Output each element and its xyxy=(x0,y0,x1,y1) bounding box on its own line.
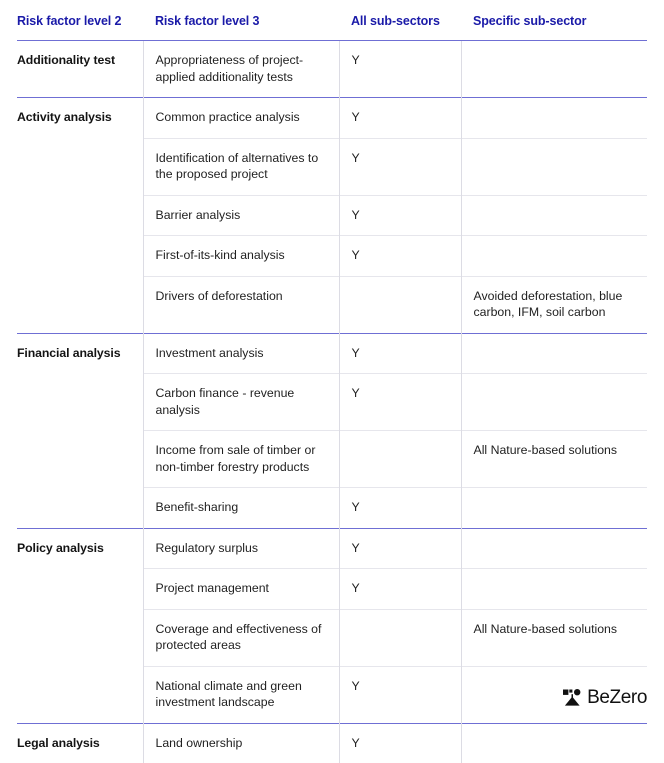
risk-factor-level-2-cell: Financial analysis xyxy=(17,333,143,528)
bezero-logo-icon xyxy=(563,689,582,706)
risk-factor-level-3-cell: Project management xyxy=(143,569,339,610)
specific-sub-sector-cell xyxy=(461,138,647,195)
specific-sub-sector-cell xyxy=(461,528,647,569)
risk-factor-level-3-cell: Carbon finance - revenue analysis xyxy=(143,374,339,431)
table-row xyxy=(17,723,647,763)
specific-sub-sector-cell xyxy=(461,333,647,374)
all-sub-sectors-cell: Y xyxy=(339,98,461,139)
risk-factor-level-3-cell: Investment analysis xyxy=(143,333,339,374)
specific-sub-sector-cell xyxy=(461,374,647,431)
all-sub-sectors-cell: Y xyxy=(339,666,461,723)
bezero-logo xyxy=(563,688,647,707)
column-header-risk-factor-level-3: Risk factor level 3 xyxy=(143,0,339,41)
table-header xyxy=(17,0,647,41)
bezero-wordmark: BeZero xyxy=(587,688,647,707)
risk-factor-level-2-cell: Legal analysis xyxy=(17,723,143,763)
risk-factor-level-3-cell: Drivers of deforestation xyxy=(143,276,339,333)
risk-factor-level-3-cell: Barrier analysis xyxy=(143,195,339,236)
all-sub-sectors-cell: Y xyxy=(339,374,461,431)
specific-sub-sector-cell xyxy=(461,569,647,610)
all-sub-sectors-cell: Y xyxy=(339,138,461,195)
specific-sub-sector-cell: All Nature-based solutions xyxy=(461,609,647,666)
specific-sub-sector-cell xyxy=(461,723,647,763)
specific-sub-sector-cell xyxy=(461,98,647,139)
table-body xyxy=(17,41,647,763)
risk-factor-level-2-cell: Activity analysis xyxy=(17,98,143,334)
risk-factor-level-3-cell: National climate and green investment landscape xyxy=(143,666,339,723)
risk-factor-level-3-cell: Identification of alternatives to the proposed project xyxy=(143,138,339,195)
risk-factor-level-3-cell: Benefit-sharing xyxy=(143,488,339,529)
risk-factor-level-2-cell: Additionality test xyxy=(17,41,143,98)
risk-factor-level-3-cell: Land ownership xyxy=(143,723,339,763)
table-row xyxy=(17,528,647,569)
specific-sub-sector-cell: All Nature-based solutions xyxy=(461,431,647,488)
table-row xyxy=(17,333,647,374)
risk-factor-level-3-cell: First-of-its-kind analysis xyxy=(143,236,339,277)
table-row xyxy=(17,98,647,139)
all-sub-sectors-cell: Y xyxy=(339,41,461,98)
risk-factor-level-3-cell: Income from sale of timber or non-timber forestry products xyxy=(143,431,339,488)
table-row xyxy=(17,41,647,98)
risk-factor-level-2-cell: Policy analysis xyxy=(17,528,143,723)
column-header-risk-factor-level-2: Risk factor level 2 xyxy=(17,0,143,41)
all-sub-sectors-cell: Y xyxy=(339,333,461,374)
all-sub-sectors-cell xyxy=(339,609,461,666)
all-sub-sectors-cell: Y xyxy=(339,723,461,763)
all-sub-sectors-cell: Y xyxy=(339,195,461,236)
risk-factor-level-3-cell: Regulatory surplus xyxy=(143,528,339,569)
risk-factor-level-3-cell: Coverage and effectiveness of protected areas xyxy=(143,609,339,666)
all-sub-sectors-cell: Y xyxy=(339,528,461,569)
all-sub-sectors-cell xyxy=(339,276,461,333)
all-sub-sectors-cell: Y xyxy=(339,236,461,277)
risk-factor-table xyxy=(17,0,647,763)
risk-factor-level-3-cell: Appropriateness of project-applied additionality tests xyxy=(143,41,339,98)
specific-sub-sector-cell xyxy=(461,488,647,529)
all-sub-sectors-cell: Y xyxy=(339,488,461,529)
specific-sub-sector-cell: Avoided deforestation, blue carbon, IFM, soil carbon xyxy=(461,276,647,333)
column-header-specific-sub-sector: Specific sub-sector xyxy=(461,0,647,41)
specific-sub-sector-cell xyxy=(461,41,647,98)
specific-sub-sector-cell xyxy=(461,195,647,236)
column-header-all-sub-sectors: All sub-sectors xyxy=(339,0,461,41)
all-sub-sectors-cell xyxy=(339,431,461,488)
all-sub-sectors-cell: Y xyxy=(339,569,461,610)
specific-sub-sector-cell xyxy=(461,236,647,277)
risk-factor-level-3-cell: Common practice analysis xyxy=(143,98,339,139)
table-header-row xyxy=(17,0,647,41)
